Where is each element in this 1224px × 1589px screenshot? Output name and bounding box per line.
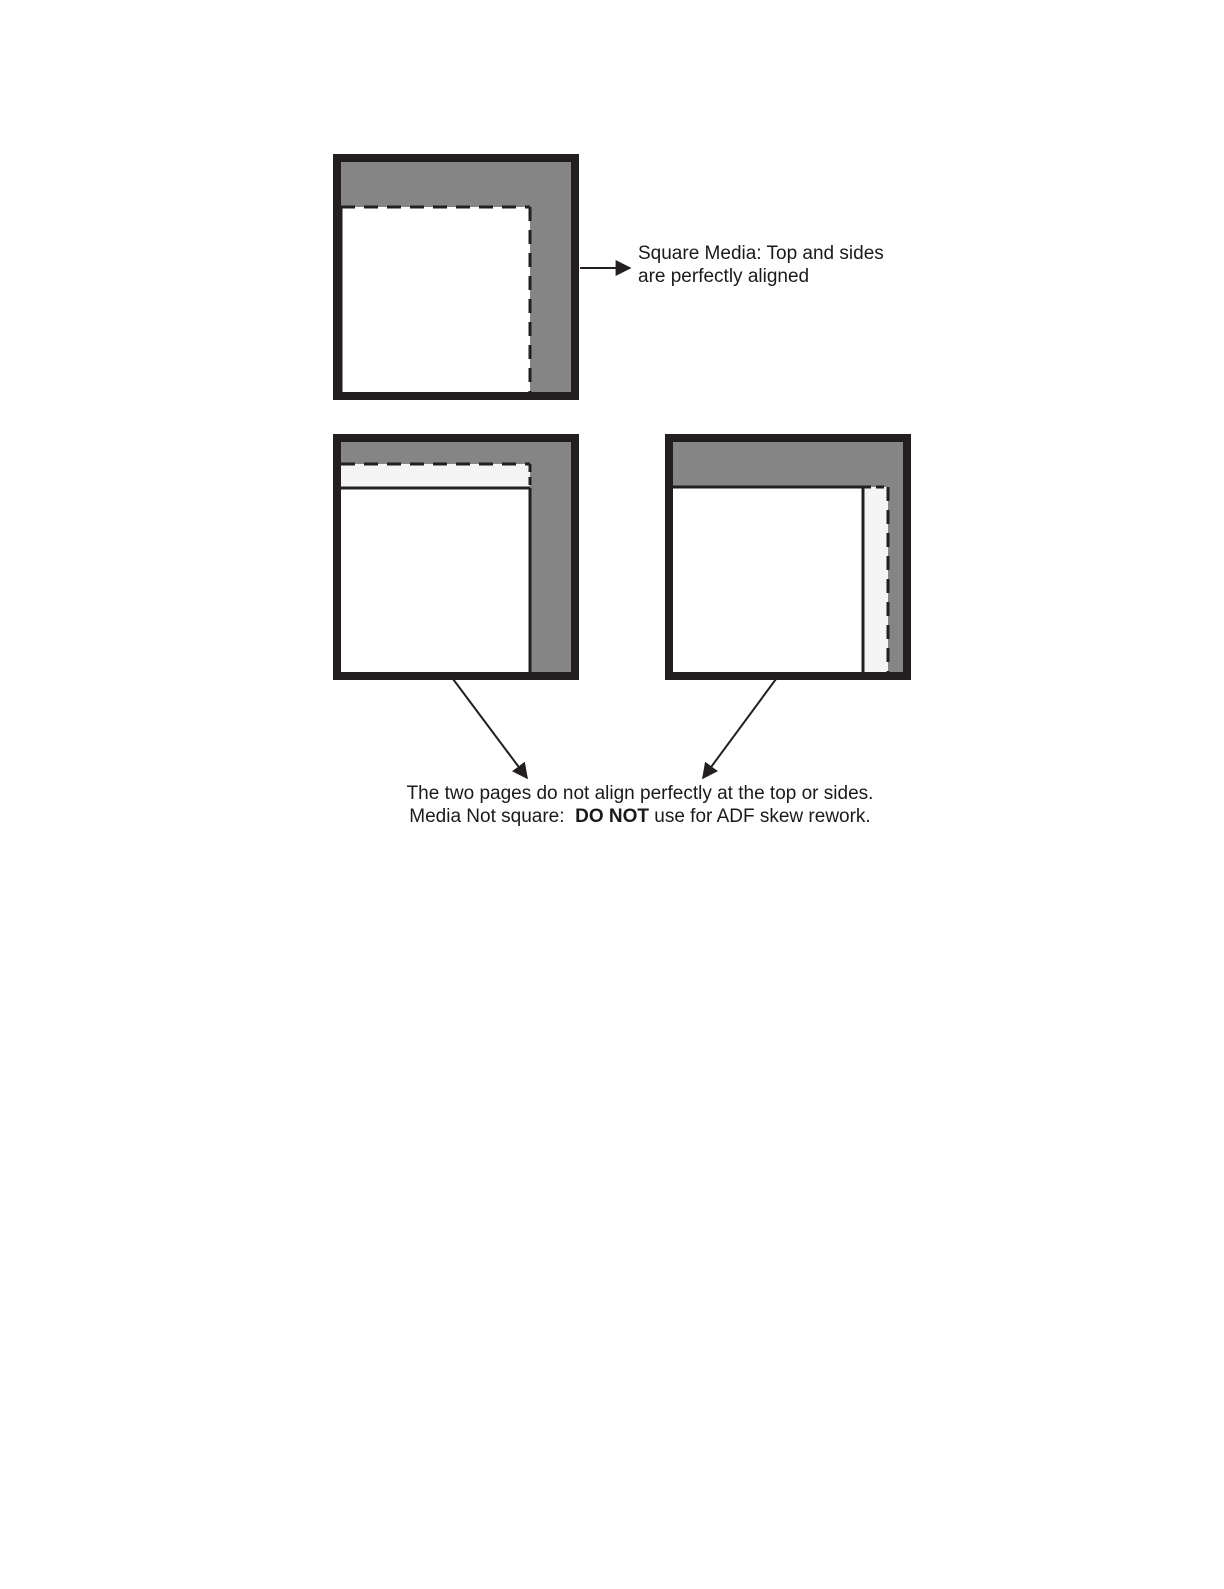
not-square-top-offset-panel xyxy=(337,438,575,676)
caption-do-not-emphasis: DO NOT xyxy=(575,806,649,827)
not-square-caption xyxy=(340,782,940,828)
front-page xyxy=(673,487,863,672)
caption-arrow-left xyxy=(453,679,527,778)
caption-line2-prefix: Media Not square: xyxy=(409,806,576,827)
front-page xyxy=(341,207,530,392)
square-media-label xyxy=(638,242,884,288)
caption-arrow-right xyxy=(703,679,776,778)
caption-line2 xyxy=(340,805,940,828)
square-media-panel xyxy=(337,158,575,396)
not-square-side-offset-panel xyxy=(669,438,907,676)
front-page xyxy=(341,488,530,672)
offset-strip xyxy=(341,464,530,488)
caption-line2-suffix: use for ADF skew rework. xyxy=(648,806,871,827)
square-media-label-line2: are perfectly aligned xyxy=(638,266,810,287)
offset-strip xyxy=(863,487,888,672)
caption-line1: The two pages do not align perfectly at the top or sides. xyxy=(406,783,874,804)
square-media-label-line1: Square Media: Top and sides xyxy=(638,243,884,264)
